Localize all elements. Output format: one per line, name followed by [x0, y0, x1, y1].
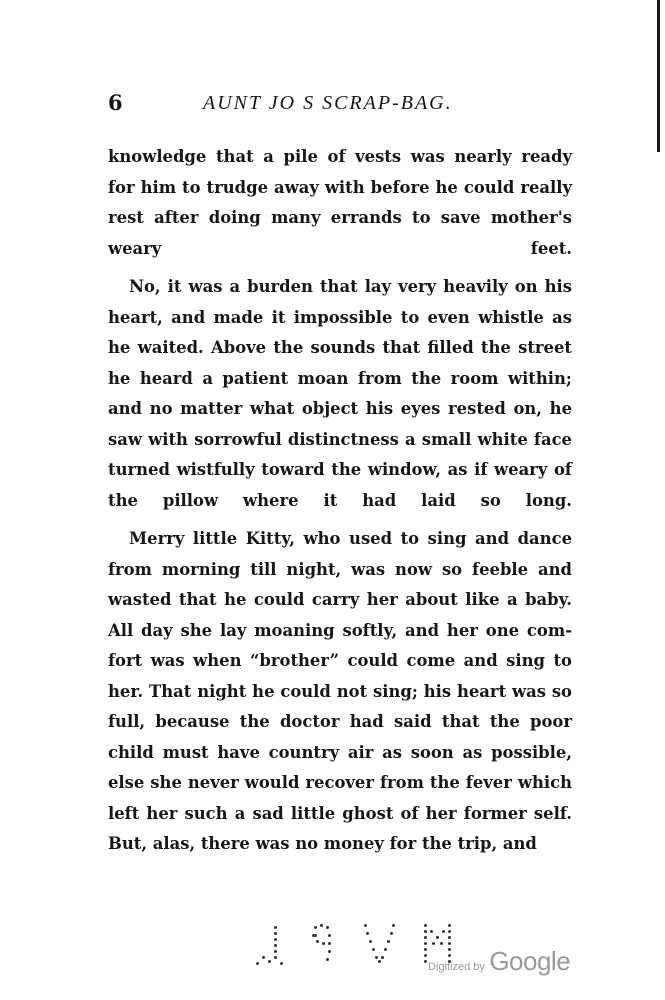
- perforation-dot: [448, 930, 451, 933]
- perforation-dot: [322, 942, 325, 945]
- text-line: left her such a sad little ghost of her former self.: [108, 803, 572, 823]
- perforation-dot: [314, 934, 317, 937]
- perforation-dot: [392, 924, 395, 927]
- perforation-dot: [442, 930, 445, 933]
- text-line: wasted that he could carry her about like a baby.: [108, 590, 572, 609]
- body-text: [108, 142, 572, 860]
- perforation-dot: [372, 948, 375, 951]
- perforation-dot: [448, 942, 451, 945]
- text-line: for him to trudge away with before he could really: [108, 177, 572, 197]
- perforation-dot: [274, 944, 277, 947]
- perforation-dot: [378, 960, 381, 963]
- perforation-dot: [424, 930, 427, 933]
- perforation-dot: [274, 926, 277, 929]
- perforation-dot: [274, 950, 277, 953]
- perforation-dot: [274, 932, 277, 935]
- paragraph-3: [108, 524, 572, 860]
- text-line: But, alas, there was no money for the trip, and: [108, 834, 537, 853]
- perforation-dot: [274, 938, 277, 941]
- perforation-dot: [314, 926, 317, 929]
- perforation-dot: [274, 956, 277, 959]
- page-number: 6: [108, 90, 123, 115]
- text-line: with sorrowful distinctness a small white face: [148, 429, 572, 449]
- perforation-dot: [390, 932, 393, 935]
- text-line: of the pillow where it had laid so long.: [108, 460, 572, 510]
- text-line: All day she lay moaning softly, and her one com-: [108, 620, 572, 640]
- perforation-dot: [424, 960, 427, 963]
- perforation-dot: [424, 948, 427, 951]
- perforation-dot: [384, 948, 387, 951]
- running-head: AUNT JO S SCRAP-BAG.: [203, 92, 453, 114]
- perforation-dot: [424, 936, 427, 939]
- paragraph-1: [108, 142, 572, 264]
- text-line: rest after doing many errands to save mother's: [108, 208, 572, 227]
- perforation-dot: [436, 936, 439, 939]
- perforation-dot: [424, 924, 427, 927]
- perforation-dot: [316, 940, 319, 943]
- perforation-dot: [262, 956, 265, 959]
- perforation-dot: [326, 926, 329, 929]
- text-line: heart, and made it impossible to even whistle as he: [108, 307, 572, 357]
- perforation-dot: [375, 956, 378, 959]
- perforation-dot: [387, 940, 390, 943]
- perforation-dot: [440, 942, 443, 945]
- text-line: heard a patient moan from the room within; and: [108, 368, 572, 418]
- watermark-brand: Google: [489, 946, 571, 976]
- text-line: weary feet.: [108, 238, 572, 258]
- perforation-dot: [268, 960, 271, 963]
- text-line: turned wistfully toward the window, as if weary: [108, 460, 548, 479]
- perforation-dot: [430, 930, 433, 933]
- text-line: waited. Above the sounds that filled the street he: [108, 338, 572, 388]
- text-line: from morning till night, was now so feeble and: [108, 559, 572, 579]
- google-watermark: [428, 946, 570, 977]
- perforation-dot: [432, 942, 435, 945]
- text-line: Merry little Kitty, who used to sing and dance: [129, 529, 572, 548]
- text-line: so full, because the doctor had said that the poor: [108, 681, 572, 731]
- text-line: knowledge that a pile of vests was nearly ready: [108, 147, 572, 166]
- watermark-prefix: Digitized by: [428, 961, 485, 973]
- perforation-dot: [366, 932, 369, 935]
- page-edge-line: [657, 0, 660, 152]
- perforation-dot: [369, 940, 372, 943]
- perforation-dot: [328, 942, 331, 945]
- paragraph-2: [108, 272, 572, 516]
- perforation-dot: [424, 954, 427, 957]
- perforation-dot: [280, 962, 283, 965]
- text-line: her. That night he could not sing; his heart was: [108, 681, 546, 701]
- perforation-dot: [381, 956, 384, 959]
- perforation-dot: [448, 924, 451, 927]
- perforation-dot: [320, 924, 323, 927]
- perforation-dot: [328, 934, 331, 937]
- perforation-dot: [326, 958, 329, 961]
- perforation-dot: [328, 950, 331, 953]
- text-line: child must have country air as soon as possible,: [108, 742, 572, 762]
- text-line: no matter what object his eyes rested on, he saw: [108, 399, 572, 449]
- perforation-dot: [424, 942, 427, 945]
- text-line: fort was when “brother” could come and sing to: [108, 651, 572, 670]
- text-line: else she never would recover from the fever which: [108, 773, 572, 792]
- perforation-dot: [448, 936, 451, 939]
- perforation-dot: [364, 924, 367, 927]
- perforation-dot: [256, 962, 259, 965]
- text-line: No, it was a burden that lay very heavily on his: [129, 277, 572, 296]
